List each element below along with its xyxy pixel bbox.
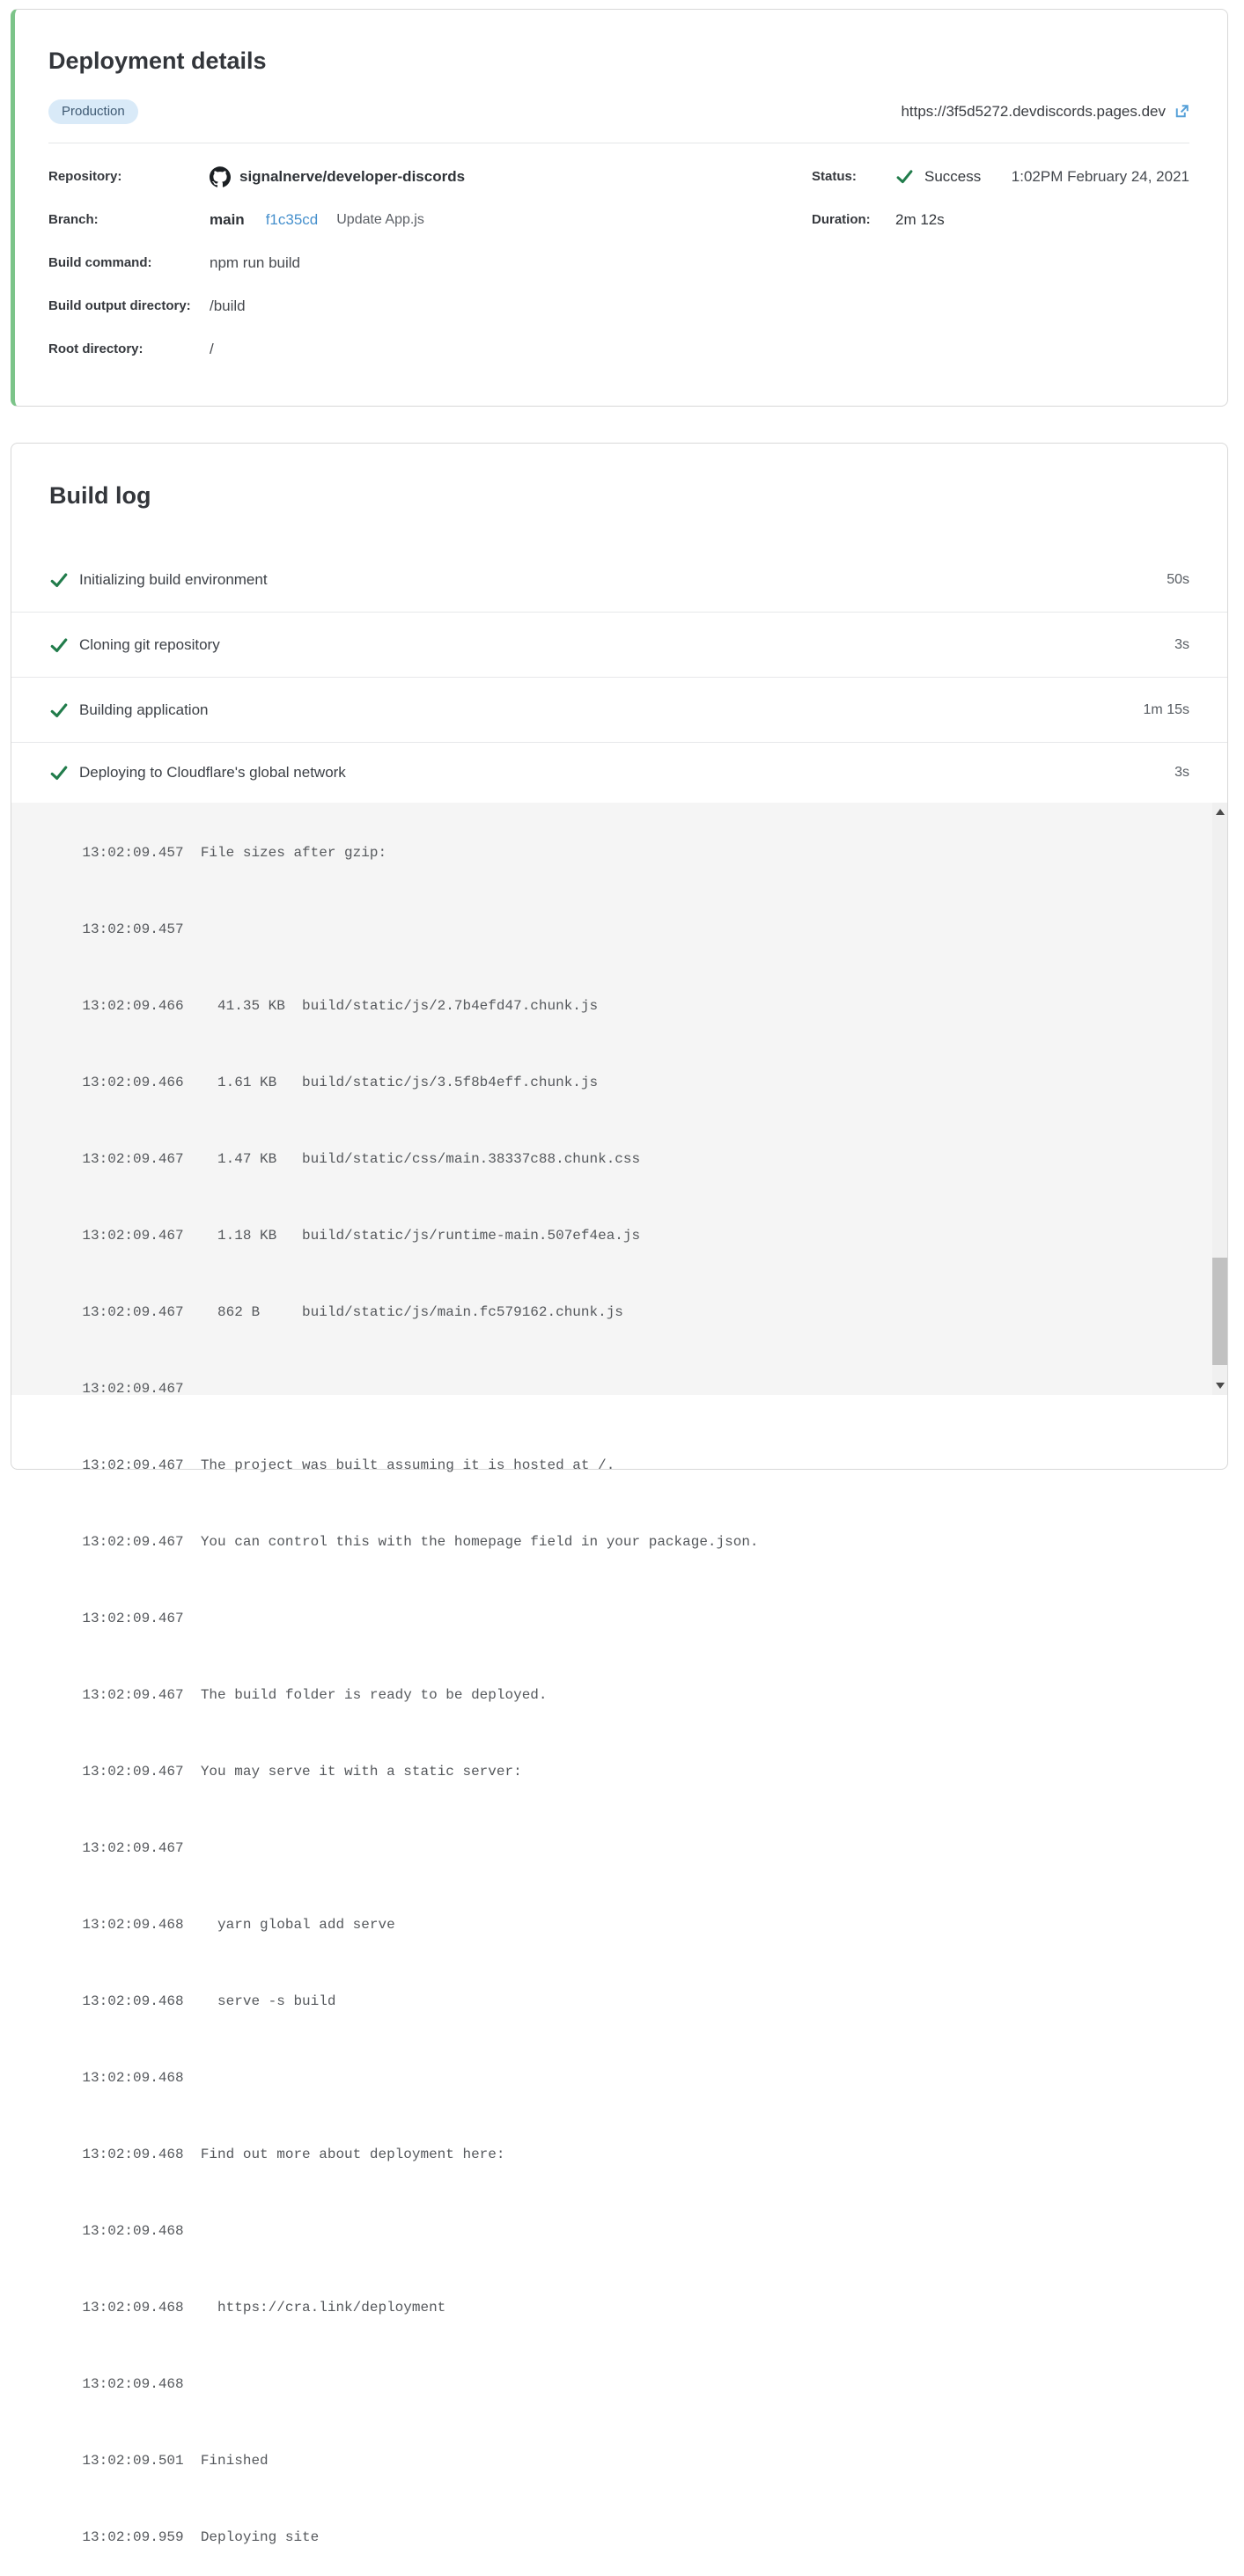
- log-timestamp: 13:02:09.468: [82, 1993, 184, 2009]
- repository-name: signalnerve/developer-discords: [239, 167, 466, 185]
- log-line: [48, 815, 1201, 892]
- log-message: [184, 2070, 201, 2086]
- check-icon: [49, 701, 69, 720]
- log-line: [48, 1121, 1201, 1198]
- log-message: [184, 1381, 201, 1397]
- build-output-directory-value: /build: [210, 297, 246, 314]
- build-step[interactable]: [11, 547, 1227, 613]
- log-message: Deploying site: [200, 2529, 320, 2545]
- status-label: Status:: [812, 169, 857, 184]
- log-line: [48, 1963, 1201, 2040]
- log-line: [48, 1198, 1201, 1274]
- branch-label: Branch:: [48, 212, 99, 227]
- github-icon: [210, 166, 231, 187]
- build-log-header: [11, 483, 1227, 508]
- log-line: [48, 1427, 1201, 1504]
- log-timestamp: 13:02:09.467: [82, 1534, 184, 1550]
- build-step-label: Building application: [79, 701, 209, 718]
- log-line: [48, 1351, 1201, 1427]
- log-timestamp: 13:02:09.467: [82, 1304, 184, 1320]
- build-step-label: Cloning git repository: [79, 635, 220, 653]
- log-message: 1.18 KB build/static/js/runtime-main.507ef4ea.js: [200, 1228, 641, 1244]
- duration-row: [812, 198, 1189, 241]
- log-message: The build folder is ready to be deployed.: [200, 1687, 548, 1703]
- repository-label: Repository:: [48, 169, 122, 184]
- build-step-label: Initializing build environment: [79, 570, 268, 588]
- log-message: [184, 2223, 201, 2239]
- build-output-directory-row: [48, 284, 812, 327]
- build-steps-list: [11, 547, 1227, 803]
- check-icon: [895, 167, 914, 186]
- status-timestamp: 1:02PM February 24, 2021: [1011, 167, 1189, 185]
- log-timestamp: 13:02:09.468: [82, 1917, 184, 1933]
- build-step-label: Deploying to Cloudflare's global network: [79, 764, 346, 781]
- log-timestamp: 13:02:09.468: [82, 2147, 184, 2162]
- log-line: [48, 2040, 1201, 2117]
- duration-value: 2m 12s: [895, 210, 945, 228]
- log-timestamp: 13:02:09.501: [82, 2453, 184, 2469]
- build-step-duration: 50s: [1167, 571, 1189, 587]
- deployment-header-row: [48, 99, 1189, 143]
- log-message: [184, 921, 201, 937]
- commit-sha-link[interactable]: f1c35cd: [265, 210, 319, 228]
- log-timestamp: 13:02:09.467: [82, 1151, 184, 1167]
- build-step-duration: 3s: [1174, 765, 1189, 780]
- deployment-details-grid: [48, 143, 1189, 371]
- root-directory-label: Root directory:: [48, 341, 144, 356]
- build-step[interactable]: [11, 678, 1227, 743]
- deployment-status-column: [812, 155, 1189, 371]
- log-line: [48, 2499, 1201, 2576]
- repository-row: [48, 155, 812, 198]
- build-log-output[interactable]: [11, 803, 1227, 2545]
- build-command-value: npm run build: [210, 253, 301, 271]
- log-message: [184, 1611, 201, 1626]
- log-line: [48, 1504, 1201, 1581]
- log-line: [48, 2423, 1201, 2499]
- deployment-url-link[interactable]: [901, 103, 1189, 121]
- log-timestamp: 13:02:09.467: [82, 1611, 184, 1626]
- log-message: [184, 1840, 201, 1856]
- log-timestamp: 13:02:09.457: [82, 921, 184, 937]
- build-command-row: [48, 241, 812, 284]
- build-step-duration: 3s: [1174, 636, 1189, 652]
- build-log-title: Build log: [49, 482, 151, 509]
- check-icon: [49, 635, 69, 655]
- build-step[interactable]: [11, 613, 1227, 678]
- status-row: [812, 155, 1189, 198]
- log-timestamp: 13:02:09.467: [82, 1228, 184, 1244]
- root-directory-row: [48, 327, 812, 371]
- check-icon: [49, 570, 69, 590]
- log-line: [48, 1887, 1201, 1963]
- environment-badge: Production: [48, 99, 138, 124]
- log-scrollbar[interactable]: [1212, 803, 1227, 1395]
- log-line: [48, 2270, 1201, 2346]
- deployment-url-text: https://3f5d5272.devdiscords.pages.dev: [901, 103, 1166, 120]
- log-timestamp: 13:02:09.466: [82, 998, 184, 1014]
- scroll-down-arrow-icon[interactable]: [1212, 1378, 1227, 1393]
- log-lines: [48, 815, 1201, 2576]
- log-message: The project was built assuming it is hosted at /.: [200, 1457, 615, 1473]
- log-timestamp: 13:02:09.457: [82, 845, 184, 861]
- log-message: You may serve it with a static server:: [200, 1764, 522, 1780]
- status-value: Success: [924, 167, 982, 185]
- root-directory-value: /: [210, 340, 214, 357]
- log-message: 1.61 KB build/static/js/3.5f8b4eff.chunk.js: [200, 1075, 599, 1090]
- log-timestamp: 13:02:09.467: [82, 1840, 184, 1856]
- log-line: [48, 968, 1201, 1045]
- log-message: yarn global add serve: [200, 1917, 395, 1933]
- deployment-fields-column: [48, 155, 812, 371]
- build-output-directory-label: Build output directory:: [48, 298, 191, 313]
- log-message: File sizes after gzip:: [200, 845, 387, 861]
- external-link-icon: [1174, 104, 1189, 120]
- log-message: [184, 2376, 201, 2392]
- log-line: [48, 892, 1201, 968]
- duration-label: Duration:: [812, 212, 871, 227]
- log-message: 862 B build/static/js/main.fc579162.chunk.js: [200, 1304, 623, 1320]
- log-timestamp: 13:02:09.468: [82, 2223, 184, 2239]
- log-message: You can control this with the homepage field in your package.json.: [200, 1534, 759, 1550]
- scrollbar-thumb[interactable]: [1212, 1258, 1227, 1365]
- log-line: [48, 2193, 1201, 2270]
- deployment-details-title: Deployment details: [48, 48, 267, 74]
- branch-name: main: [210, 210, 245, 228]
- branch-row: [48, 198, 812, 241]
- build-step[interactable]: [11, 743, 1227, 803]
- log-timestamp: 13:02:09.467: [82, 1764, 184, 1780]
- log-line: [48, 1657, 1201, 1734]
- log-line: [48, 2346, 1201, 2423]
- log-timestamp: 13:02:09.468: [82, 2300, 184, 2315]
- log-timestamp: 13:02:09.466: [82, 1075, 184, 1090]
- repository-link[interactable]: [210, 166, 465, 187]
- log-message: https://cra.link/deployment: [200, 2300, 446, 2315]
- log-timestamp: 13:02:09.467: [82, 1687, 184, 1703]
- log-line: [48, 1274, 1201, 1351]
- log-line: [48, 1734, 1201, 1810]
- log-line: [48, 1581, 1201, 1657]
- log-line: [48, 1045, 1201, 1121]
- build-command-label: Build command:: [48, 255, 152, 270]
- build-step-duration: 1m 15s: [1143, 701, 1189, 717]
- log-message: Finished: [200, 2453, 269, 2469]
- log-message: 1.47 KB build/static/css/main.38337c88.chunk.css: [200, 1151, 641, 1167]
- log-message: Find out more about deployment here:: [200, 2147, 505, 2162]
- log-timestamp: 13:02:09.468: [82, 2070, 184, 2086]
- log-line: [48, 1810, 1201, 1887]
- scroll-up-arrow-icon[interactable]: [1212, 804, 1227, 819]
- deployment-details-card: [11, 9, 1228, 407]
- log-timestamp: 13:02:09.467: [82, 1381, 184, 1397]
- log-message: 41.35 KB build/static/js/2.7b4efd47.chunk.js: [200, 998, 599, 1014]
- log-line: [48, 2117, 1201, 2193]
- log-message: serve -s build: [200, 1993, 336, 2009]
- commit-message: Update App.js: [336, 211, 424, 227]
- log-timestamp: 13:02:09.468: [82, 2376, 184, 2392]
- log-timestamp: 13:02:09.959: [82, 2529, 184, 2545]
- check-icon: [49, 763, 69, 782]
- build-log-card: [11, 443, 1228, 2545]
- log-timestamp: 13:02:09.467: [82, 1457, 184, 1473]
